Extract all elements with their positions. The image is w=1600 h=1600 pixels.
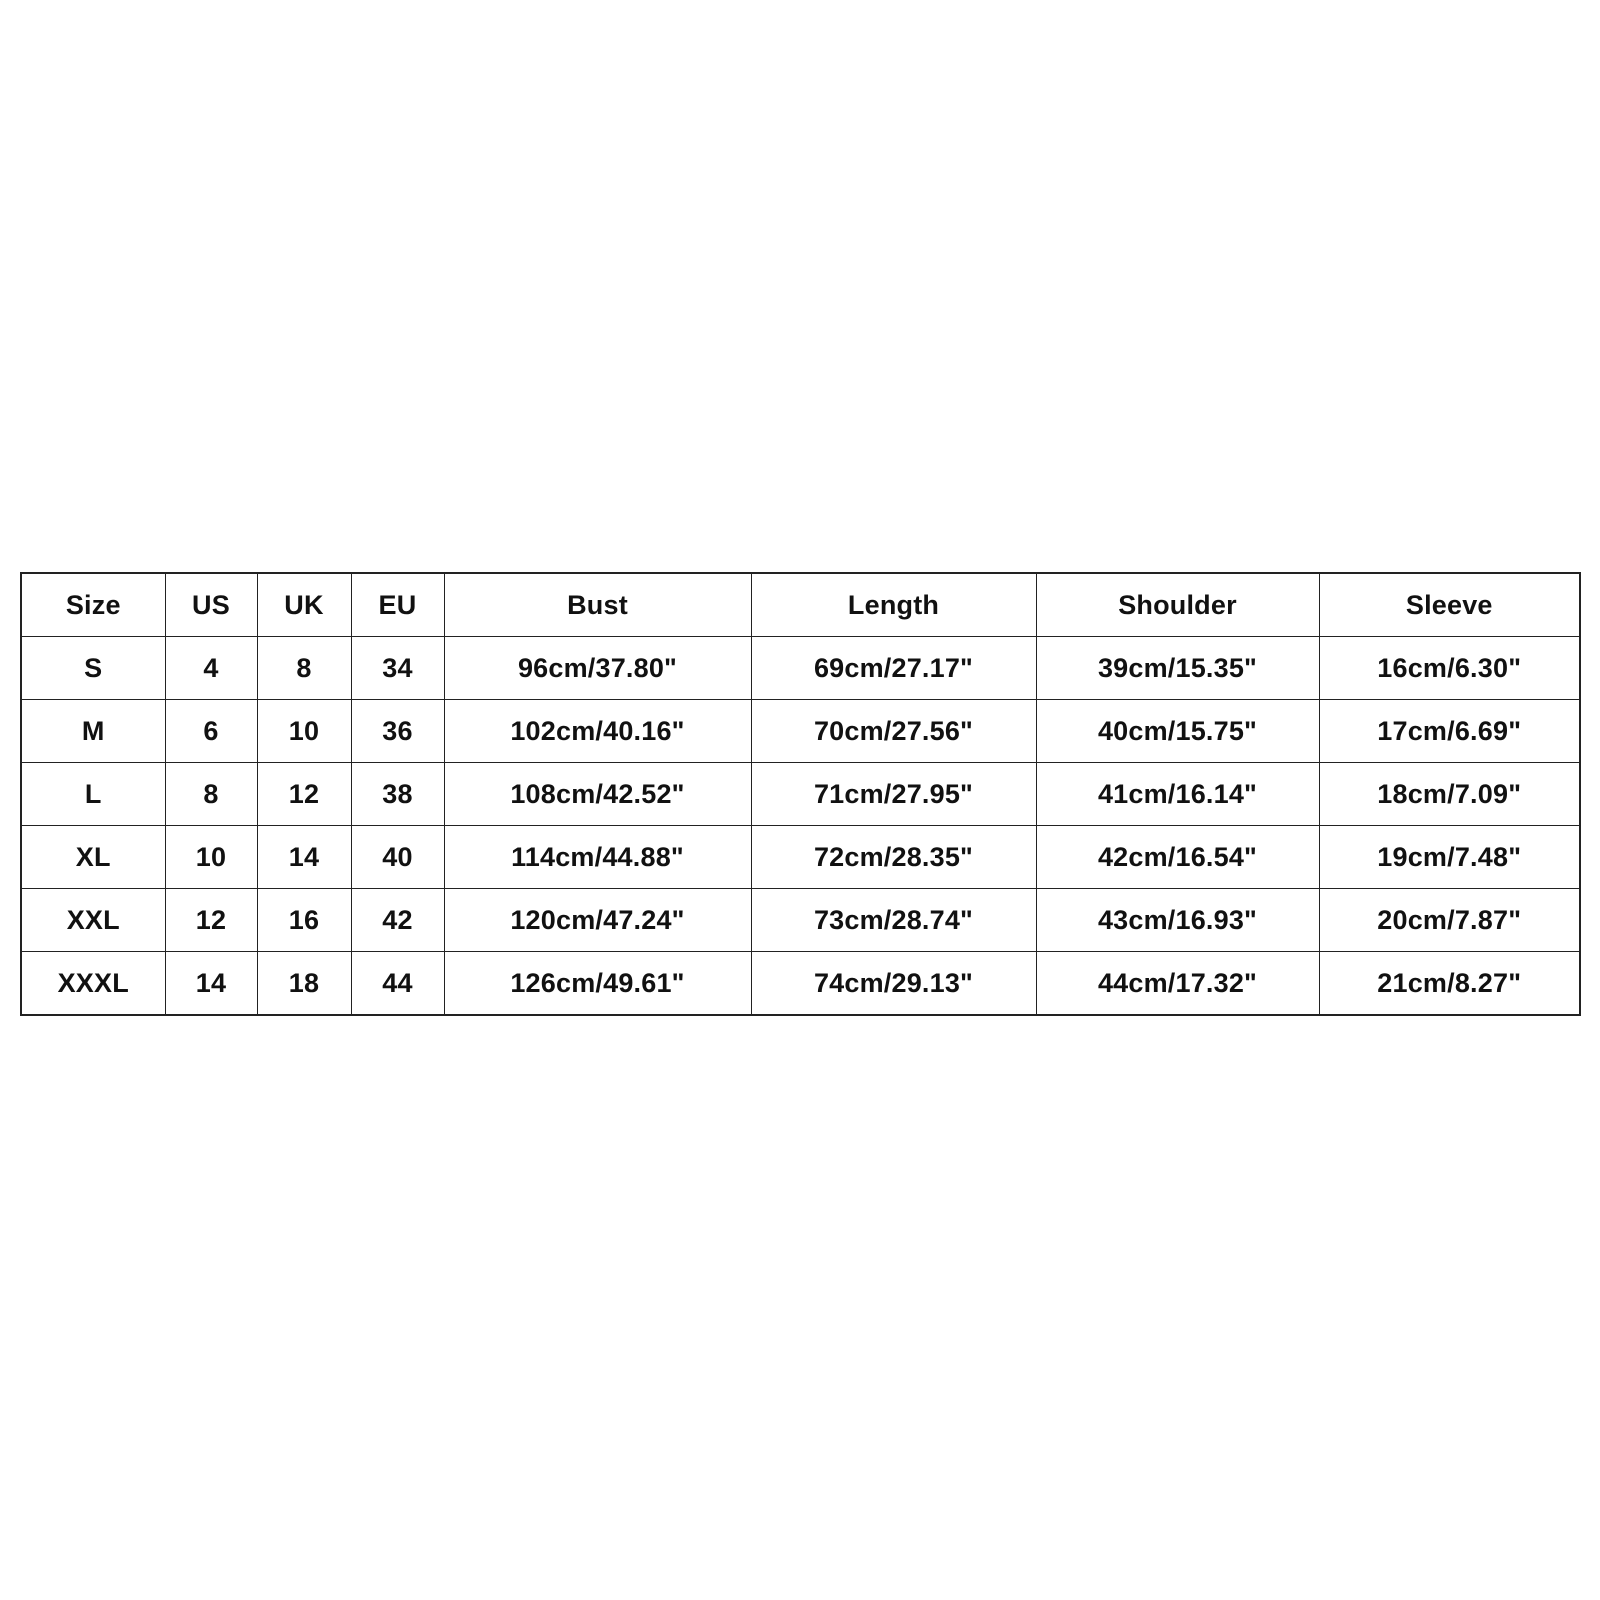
table-row <box>21 952 1580 1016</box>
cell-us: 4 <box>165 637 257 700</box>
cell-size: S <box>21 637 165 700</box>
cell-shoulder: 42cm/16.54" <box>1036 826 1319 889</box>
cell-size: M <box>21 700 165 763</box>
table-row <box>21 763 1580 826</box>
cell-us: 8 <box>165 763 257 826</box>
cell-shoulder: 43cm/16.93" <box>1036 889 1319 952</box>
table-row <box>21 637 1580 700</box>
cell-length: 71cm/27.95" <box>751 763 1036 826</box>
header-bust: Bust <box>444 573 751 637</box>
cell-length: 69cm/27.17" <box>751 637 1036 700</box>
cell-us: 14 <box>165 952 257 1016</box>
header-eu: EU <box>351 573 444 637</box>
cell-shoulder: 39cm/15.35" <box>1036 637 1319 700</box>
cell-shoulder: 40cm/15.75" <box>1036 700 1319 763</box>
cell-sleeve: 20cm/7.87" <box>1319 889 1580 952</box>
cell-us: 10 <box>165 826 257 889</box>
cell-eu: 34 <box>351 637 444 700</box>
cell-size: XL <box>21 826 165 889</box>
cell-length: 74cm/29.13" <box>751 952 1036 1016</box>
cell-eu: 40 <box>351 826 444 889</box>
cell-uk: 8 <box>257 637 351 700</box>
header-us: US <box>165 573 257 637</box>
header-size: Size <box>21 573 165 637</box>
cell-uk: 10 <box>257 700 351 763</box>
cell-eu: 42 <box>351 889 444 952</box>
cell-bust: 108cm/42.52" <box>444 763 751 826</box>
cell-bust: 96cm/37.80" <box>444 637 751 700</box>
cell-shoulder: 44cm/17.32" <box>1036 952 1319 1016</box>
cell-sleeve: 21cm/8.27" <box>1319 952 1580 1016</box>
size-chart-table <box>20 572 1581 1016</box>
cell-bust: 120cm/47.24" <box>444 889 751 952</box>
header-length: Length <box>751 573 1036 637</box>
cell-eu: 44 <box>351 952 444 1016</box>
cell-uk: 16 <box>257 889 351 952</box>
table-row <box>21 700 1580 763</box>
cell-size: XXXL <box>21 952 165 1016</box>
cell-sleeve: 16cm/6.30" <box>1319 637 1580 700</box>
cell-length: 73cm/28.74" <box>751 889 1036 952</box>
cell-us: 6 <box>165 700 257 763</box>
cell-bust: 126cm/49.61" <box>444 952 751 1016</box>
cell-length: 72cm/28.35" <box>751 826 1036 889</box>
cell-us: 12 <box>165 889 257 952</box>
table-row <box>21 826 1580 889</box>
cell-bust: 114cm/44.88" <box>444 826 751 889</box>
cell-uk: 18 <box>257 952 351 1016</box>
cell-size: L <box>21 763 165 826</box>
cell-bust: 102cm/40.16" <box>444 700 751 763</box>
header-sleeve: Sleeve <box>1319 573 1580 637</box>
cell-uk: 12 <box>257 763 351 826</box>
cell-length: 70cm/27.56" <box>751 700 1036 763</box>
table-header-row <box>21 573 1580 637</box>
cell-uk: 14 <box>257 826 351 889</box>
cell-sleeve: 17cm/6.69" <box>1319 700 1580 763</box>
cell-sleeve: 19cm/7.48" <box>1319 826 1580 889</box>
cell-size: XXL <box>21 889 165 952</box>
cell-sleeve: 18cm/7.09" <box>1319 763 1580 826</box>
header-uk: UK <box>257 573 351 637</box>
header-shoulder: Shoulder <box>1036 573 1319 637</box>
cell-shoulder: 41cm/16.14" <box>1036 763 1319 826</box>
cell-eu: 36 <box>351 700 444 763</box>
cell-eu: 38 <box>351 763 444 826</box>
table-row <box>21 889 1580 952</box>
